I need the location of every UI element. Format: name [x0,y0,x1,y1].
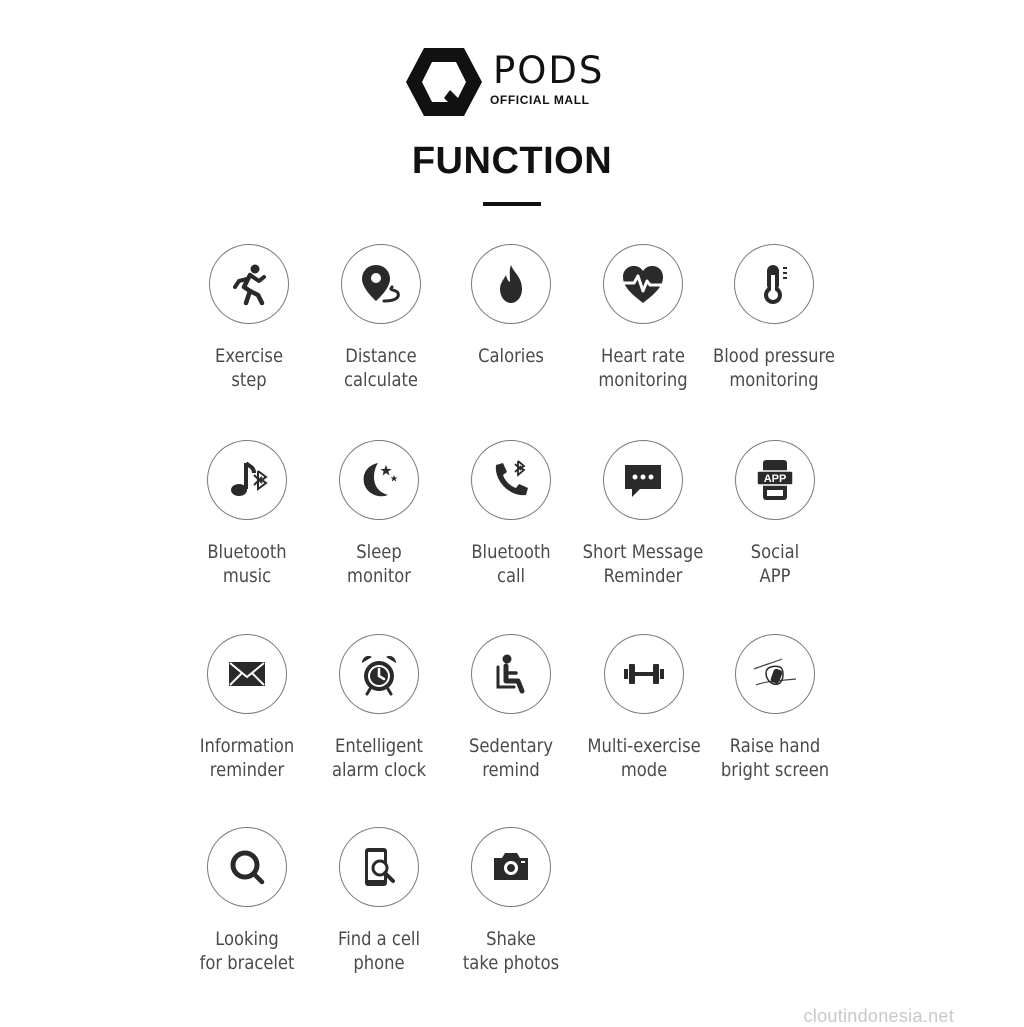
music-note-bluetooth-icon [224,457,270,503]
camera-icon [488,844,534,890]
feature-label: Blood pressure monitoring [713,345,835,391]
svg-text:APP: APP [763,473,787,485]
phone-search-icon [356,844,402,890]
feature-item [700,440,850,588]
feature-item [568,440,718,588]
moon-stars-icon [356,457,402,503]
feature-item [306,244,456,392]
feature-label: Bluetooth music [207,541,287,587]
feature-icon-circle [339,634,419,714]
feature-item [700,634,850,782]
watermark-text: cloutindonesia.net [803,1006,954,1026]
feature-item [172,440,322,588]
feature-item [436,244,586,368]
feature-label: Distance calculate [344,345,418,391]
feature-label: Sedentary remind [468,735,554,781]
feature-icon-circle [471,440,551,520]
feature-label: Exercise step [215,345,283,391]
feature-label: Multi-exercise mode [587,735,701,781]
feature-icon-circle [735,634,815,714]
envelope-icon [224,651,270,697]
running-person-icon [226,261,272,307]
feature-icon-circle [604,634,684,714]
feature-icon-circle [735,440,815,520]
feature-icon-circle [471,827,551,907]
feature-item [304,827,454,975]
message-bubble-icon [620,457,666,503]
feature-icon-circle [207,634,287,714]
feature-label: Looking for bracelet [199,928,295,974]
feature-item [569,634,719,782]
feature-icon-circle [471,244,551,324]
brand-subtitle: OFFICIAL MALL [490,93,590,107]
location-pin-icon [358,261,404,307]
brand-name: PODS [493,49,605,92]
search-ring-icon [224,844,270,890]
feature-icon-circle [339,440,419,520]
feature-icon-circle [471,634,551,714]
app-phone-icon [752,457,798,503]
feature-item [436,634,586,782]
feature-item [568,244,718,392]
wrist-band-icon [752,651,798,697]
page-title: FUNCTION [411,140,613,182]
feature-icon-circle [207,827,287,907]
heart-pulse-icon [620,261,666,307]
feature-item [174,244,324,392]
feature-icon-circle [341,244,421,324]
feature-label: Raise hand bright screen [720,735,830,781]
feature-label: Find a cell phone [338,928,420,974]
feature-icon-circle [603,440,683,520]
feature-item [172,634,322,782]
feature-icon-circle [734,244,814,324]
feature-icon-circle [603,244,683,324]
dumbbell-icon [621,651,667,697]
feature-label: Calories [478,345,544,367]
feature-item [304,440,454,588]
alarm-clock-icon [356,651,402,697]
feature-label: Short Message Reminder [582,541,704,587]
phone-bluetooth-icon [488,457,534,503]
feature-icon-circle [207,440,287,520]
feature-label: Social APP [750,541,800,587]
thermometer-icon [751,261,797,307]
feature-label: Shake take photos [462,928,560,974]
feature-label: Information reminder [199,735,295,781]
feature-item [436,827,586,975]
feature-label: Sleep monitor [347,541,411,587]
feature-icon-circle [339,827,419,907]
seated-person-icon [488,651,534,697]
feature-item [304,634,454,782]
feature-item [436,440,586,588]
feature-item [699,244,849,392]
feature-label: Heart rate monitoring [598,345,688,391]
feature-icon-circle [209,244,289,324]
flame-icon [488,261,534,307]
feature-label: Bluetooth call [471,541,551,587]
feature-item [172,827,322,975]
feature-label: Entelligent alarm clock [331,735,427,781]
